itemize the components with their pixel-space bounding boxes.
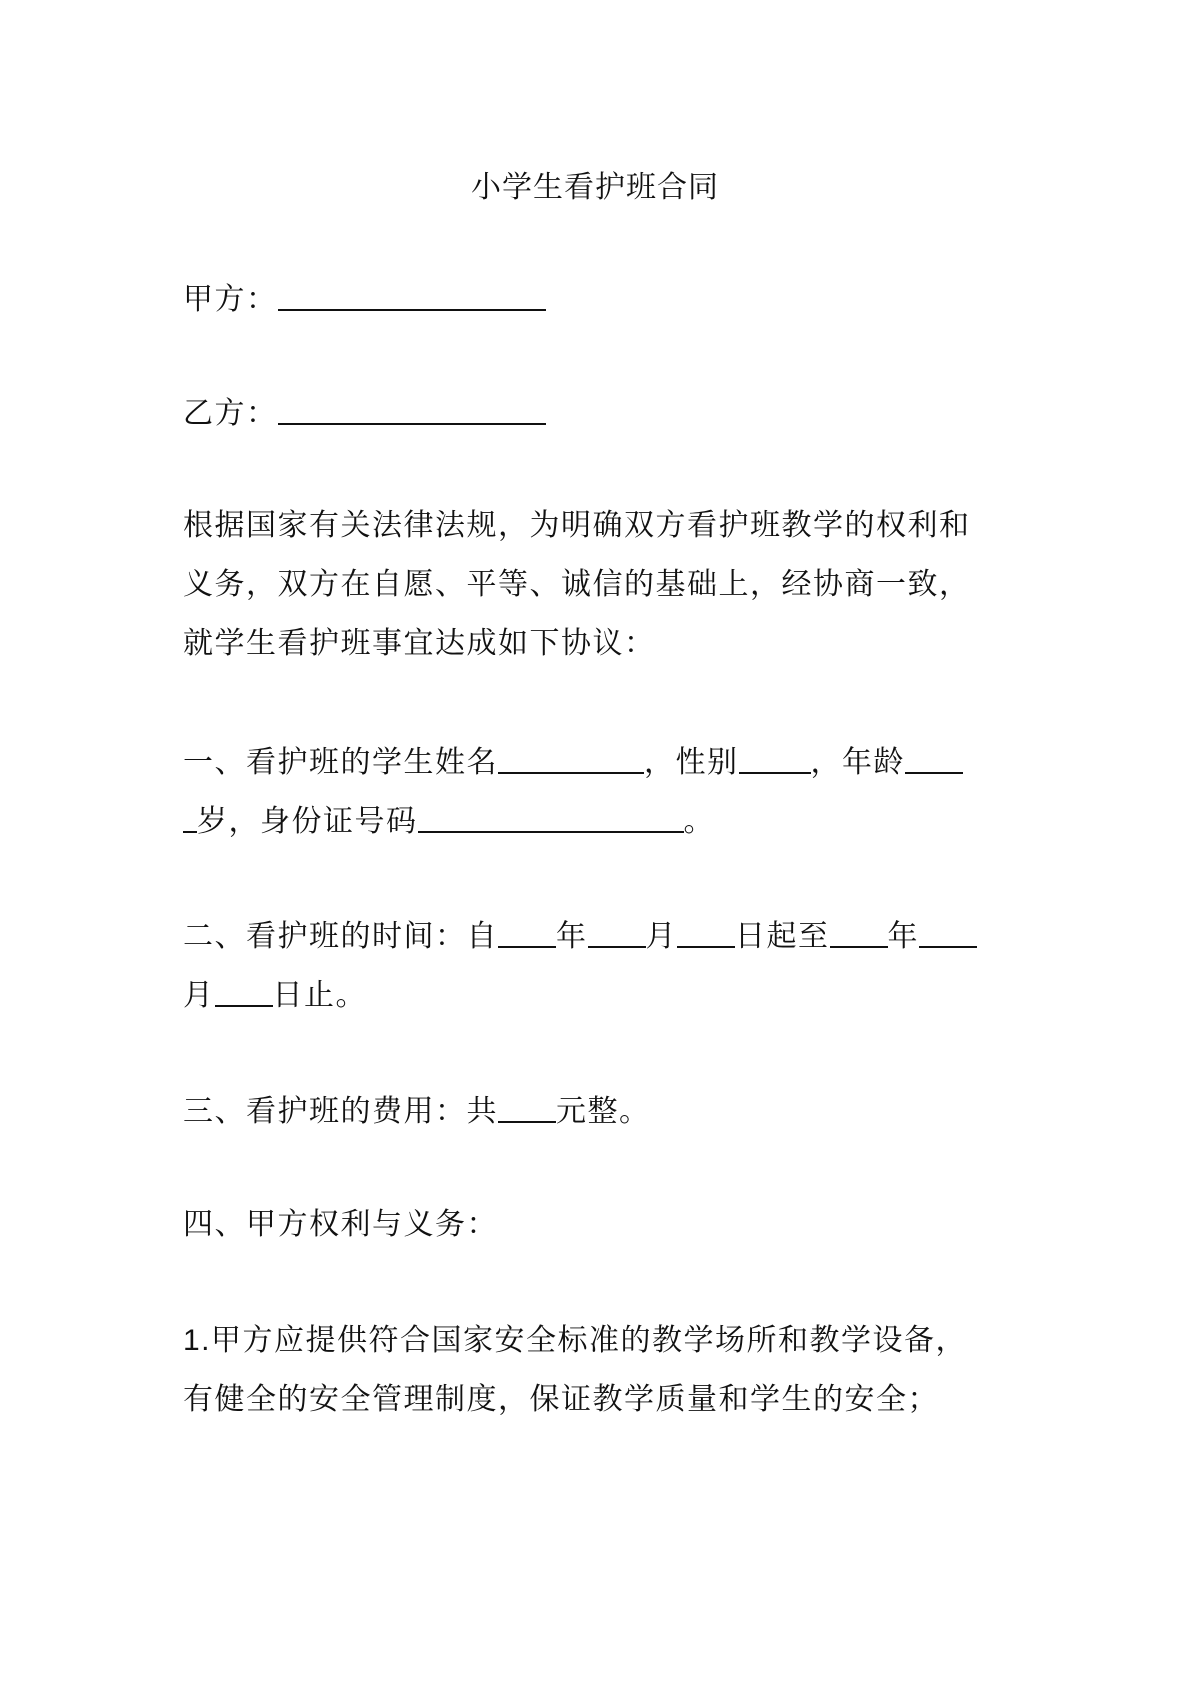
clause-3-text-2: 元整。	[556, 1094, 651, 1129]
party-a-line	[183, 277, 546, 320]
start-year-blank	[498, 914, 556, 948]
clause-2-text-3: 月	[645, 919, 677, 954]
party-b-label: 乙方：	[183, 396, 278, 431]
student-name-blank	[498, 740, 644, 774]
item-1-text-1: 甲方应提供符合国家安全标准的教学场所和教学设备，	[211, 1323, 968, 1358]
clause-1-line-2	[183, 799, 715, 842]
intro-line-3: 就学生看护班事宜达成如下协议：	[183, 626, 656, 661]
clause-1-text-3: ，年龄	[810, 745, 905, 780]
party-a-label: 甲方：	[183, 282, 278, 317]
document-title: 小学生看护班合同	[471, 170, 719, 205]
start-day-blank	[677, 914, 735, 948]
clause-2-text-6: 月	[183, 978, 215, 1013]
clause-3-line	[183, 1089, 651, 1132]
clause-1-text-5: 。	[683, 804, 715, 839]
clause-4-heading: 四、甲方权利与义务：	[183, 1207, 498, 1242]
age-blank-a	[905, 740, 963, 774]
clause-2-text-2: 年	[556, 919, 588, 954]
clause-2-text-5: 年	[887, 919, 919, 954]
clause-2-text-1: 二、看护班的时间：自	[183, 919, 498, 954]
end-day-blank	[215, 973, 273, 1007]
clause-1-text-1: 一、看护班的学生姓名	[183, 745, 498, 780]
fee-blank	[498, 1089, 556, 1123]
party-b-line	[183, 391, 546, 434]
gender-blank	[739, 740, 811, 774]
clause-1-line-1	[183, 740, 963, 783]
intro-line-1: 根据国家有关法律法规，为明确双方看护班教学的权利和	[183, 508, 971, 543]
intro-line-2: 义务，双方在自愿、平等、诚信的基础上，经协商一致，	[183, 567, 971, 602]
clause-2-line-1	[183, 914, 977, 957]
clause-3-text-1: 三、看护班的费用：共	[183, 1094, 498, 1129]
clause-2-text-7: 日止。	[272, 978, 367, 1013]
id-number-blank	[418, 799, 684, 833]
item-1-line-1	[183, 1321, 967, 1361]
age-blank-b	[183, 799, 197, 833]
clause-2-line-2	[183, 973, 367, 1016]
start-month-blank	[588, 914, 646, 948]
item-1-line-2: 有健全的安全管理制度，保证教学质量和学生的安全；	[183, 1382, 939, 1417]
clause-1-text-2: ，性别	[644, 745, 739, 780]
party-b-blank	[278, 391, 546, 425]
end-year-blank	[830, 914, 888, 948]
clause-1-text-4: 岁，身份证号码	[197, 804, 418, 839]
party-a-blank	[278, 277, 546, 311]
clause-2-text-4: 日起至	[735, 919, 830, 954]
item-1-number: 1.	[183, 1324, 212, 1357]
end-month-blank	[919, 914, 977, 948]
